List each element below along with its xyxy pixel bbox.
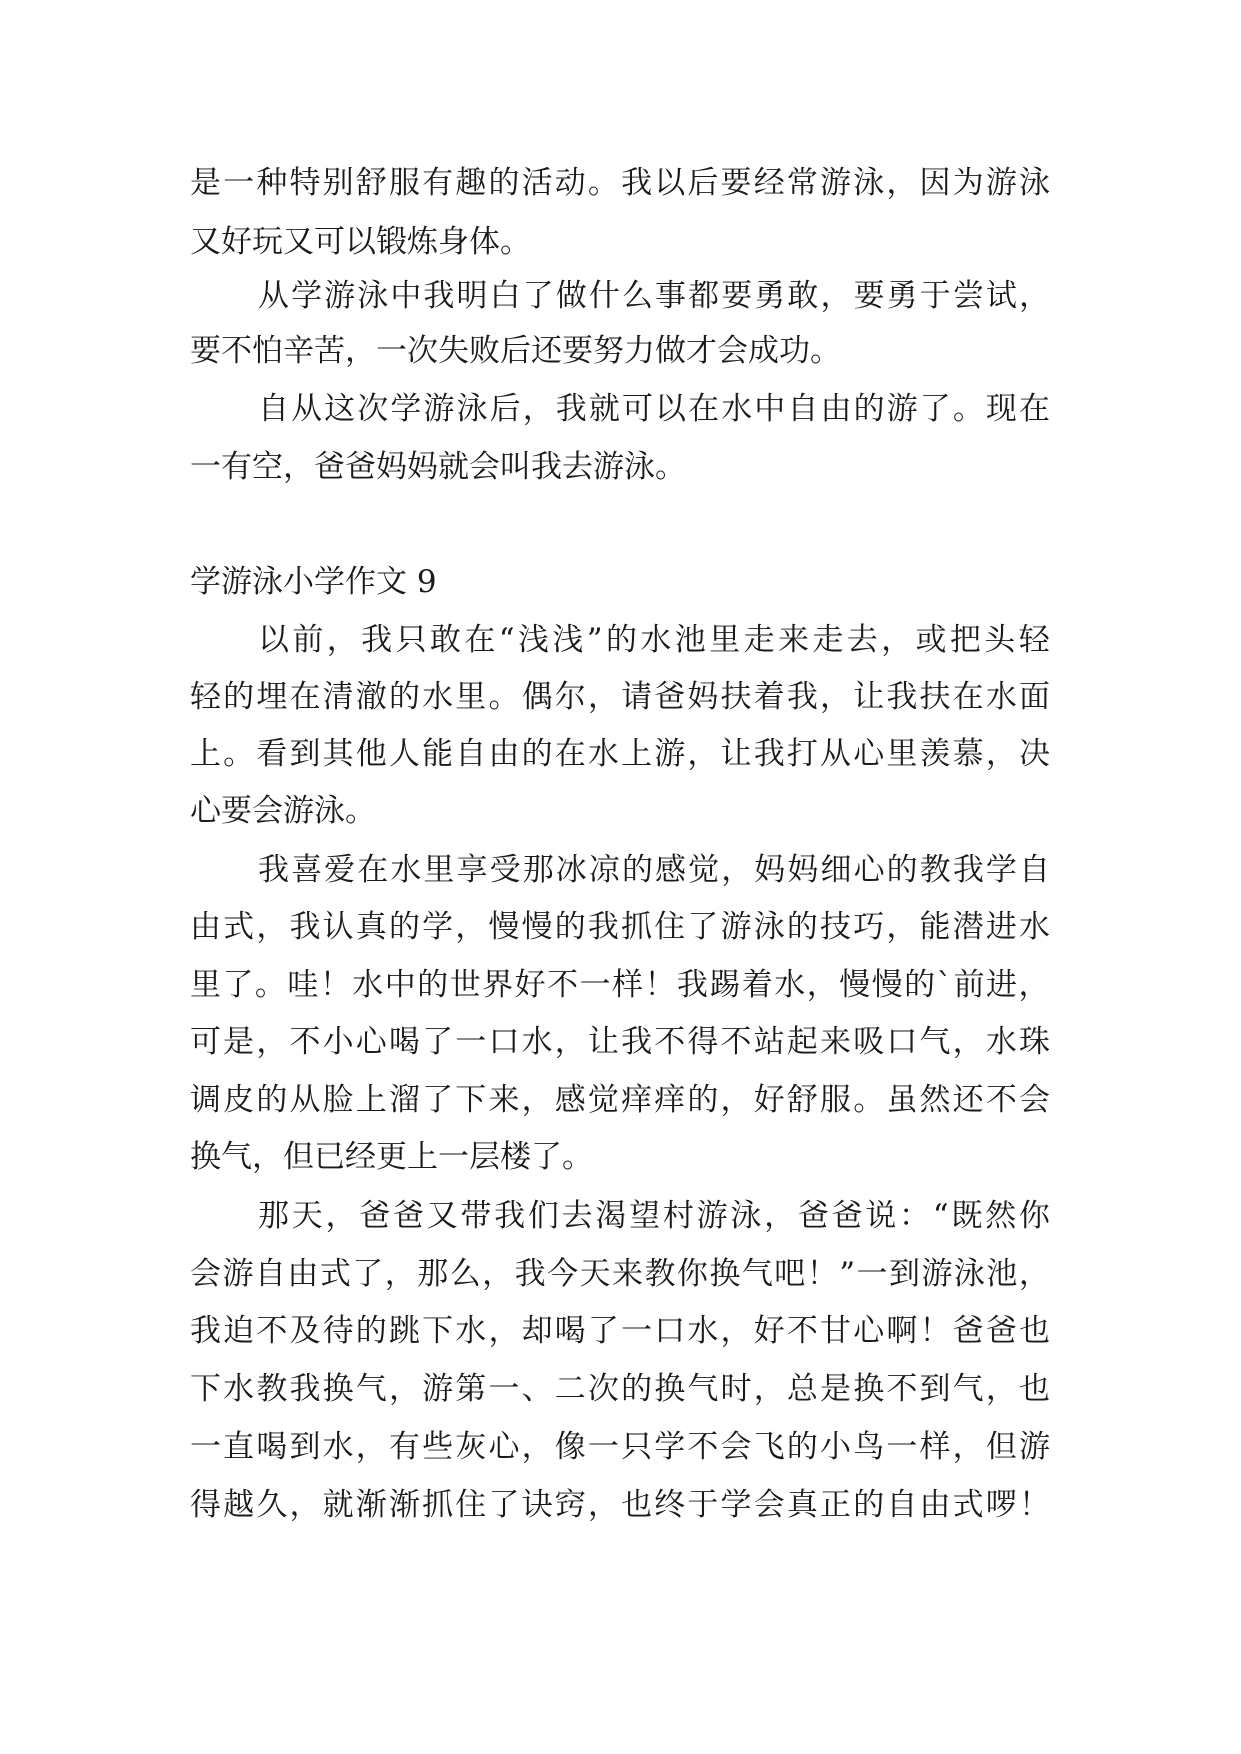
text-line: 以前，我只敢在“浅浅”的水池里走来走去，或把头轻 bbox=[258, 622, 1054, 658]
text-line: 心要会游泳。 bbox=[190, 793, 376, 829]
text-line: 我喜爱在水里享受那冰凉的感觉，妈妈细心的教我学自 bbox=[258, 852, 1053, 888]
text-line: 下水教我换气，游第一、二次的换气时，总是换不到气，也 bbox=[190, 1371, 1053, 1407]
text-line: 从学游泳中我明白了做什么事都要勇敢，要勇于尝试， bbox=[258, 278, 1053, 314]
text-line: 由式，我认真的学，慢慢的我抓住了游泳的技巧，能潜进水 bbox=[190, 909, 1053, 945]
text-line: 自从这次学游泳后，我就可以在水中自由的游了。现在 bbox=[258, 391, 1053, 427]
text-line: 会游自由式了，那么，我今天来教你换气吧！”一到游泳池， bbox=[190, 1256, 1052, 1292]
text-line: 上。看到其他人能自由的在水上游，让我打从心里羡慕，决 bbox=[190, 736, 1053, 772]
text-line: 得越久，就渐渐抓住了诀窍，也终于学会真正的自由式啰！ bbox=[190, 1487, 1053, 1523]
section-title: 学游泳小学作文 9 bbox=[190, 564, 437, 600]
text-line: 又好玩又可以锻炼身体。 bbox=[190, 224, 531, 260]
text-line: 换气，但已经更上一层楼了。 bbox=[190, 1139, 593, 1175]
text-line: 那天，爸爸又带我们去渴望村游泳，爸爸说：“既然你 bbox=[258, 1198, 1053, 1234]
text-line: 是一种特别舒服有趣的活动。我以后要经常游泳，因为游泳 bbox=[190, 165, 1053, 201]
text-line: 可是，不小心喝了一口水，让我不得不站起来吸口气，水珠 bbox=[190, 1024, 1053, 1060]
text-line: 轻的埋在清澈的水里。偶尔，请爸妈扶着我，让我扶在水面 bbox=[190, 679, 1053, 715]
text-line: 一有空，爸爸妈妈就会叫我去游泳。 bbox=[190, 449, 686, 485]
text-line: 调皮的从脸上溜了下来，感觉痒痒的，好舒服。虽然还不会 bbox=[190, 1082, 1053, 1118]
text-line: 一直喝到水，有些灰心，像一只学不会飞的小鸟一样，但游 bbox=[190, 1429, 1053, 1465]
text-line: 我迫不及待的跳下水，却喝了一口水，好不甘心啊！爸爸也 bbox=[190, 1313, 1053, 1349]
text-line: 里了。哇！水中的世界好不一样！我踢着水，慢慢的`前进， bbox=[190, 967, 1051, 1003]
text-line: 要不怕辛苦，一次失败后还要努力做才会成功。 bbox=[190, 333, 841, 369]
